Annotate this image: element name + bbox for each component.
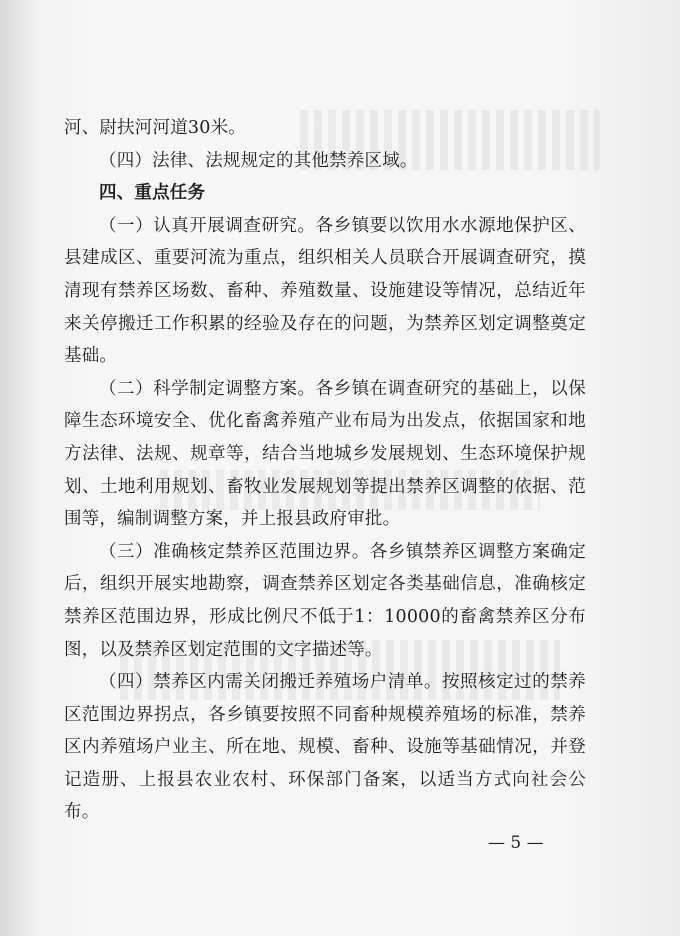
section-heading-key-tasks: 四、重点任务 [99,183,206,204]
paragraph-item-four-legal: （四）法律、法规规定的其他禁养区域。 [99,150,418,171]
page-number: — 5 — [488,833,544,853]
document-body [64,112,586,829]
paragraph-task-investigation: （一）认真开展调查研究。各乡镇要以饮用水水源地保护区、县建成区、重要河流为重点，组织相关人员联合开展调查研究，摸清现有禁养区场数、畜种、养殖数量、设施建设等情况，总结近年来关停搬迁工作积累的经验及存在的问题，为禁养区划定调整奠定基础。 [64,215,586,367]
paragraph-task-boundary: （三）准确核定禁养区范围边界。各乡镇禁养区调整方案确定后，组织开展实地勘察，调查禁养区划定各类基础信息，准确核定禁养区范围边界，形成比例尺不低于1：10000的畜禽禁养区分布图，以及禁养区划定范围的文字描述等。 [64,541,586,660]
paragraph-task-adjustment-plan: （二）科学制定调整方案。各乡镇在调查研究的基础上，以保障生态环境安全、优化畜禽养殖产业布局为出发点，依据国家和地方法律、法规、规章等，结合当地城乡发展规划、生态环境保护规划、土地利用规划、畜牧业发展规划等提出禁养区调整的依据、范围等，编制调整方案，并上报县政府审批。 [64,378,586,530]
paragraph-continuation: 河、尉扶河河道30米。 [64,118,246,138]
paragraph-task-closure-list: （四）禁养区内需关闭搬迁养殖场户清单。按照核定过的禁养区范围边界拐点，各乡镇要按照不同畜种规模养殖场的标准，禁养区内养殖场户业主、所在地、规模、畜种、设施等基础情况，并登记造册、上报县农业农村、环保部门备案，以适当方式向社会公布。 [64,672,586,823]
